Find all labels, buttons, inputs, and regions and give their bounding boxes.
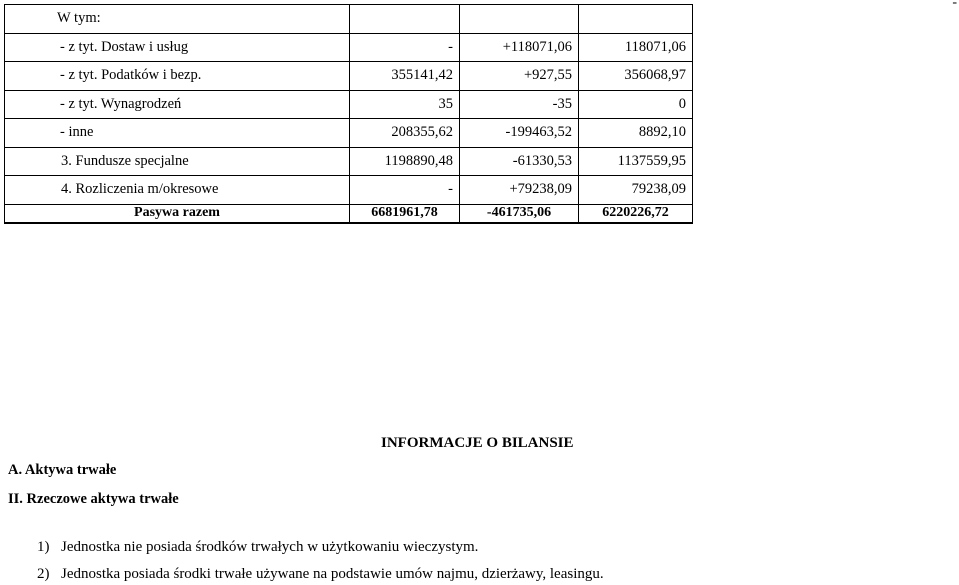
table-row xyxy=(5,147,693,176)
row-label: 3. Fundusze specjalne xyxy=(5,147,350,176)
section-ii-heading: II. Rzeczowe aktywa trwałe xyxy=(8,491,179,507)
cell-value: - xyxy=(350,33,460,62)
total-row xyxy=(5,204,693,223)
cell-result: 356068,97 xyxy=(579,62,693,91)
total-change: -461735,06 xyxy=(460,204,579,223)
table-row xyxy=(5,33,693,62)
note-item xyxy=(37,539,478,556)
table-row xyxy=(5,176,693,205)
note-number: 2) xyxy=(37,566,50,582)
info-heading: INFORMACJE O BILANSIE xyxy=(381,435,574,451)
table-row xyxy=(5,90,693,119)
section-a-heading: A. Aktywa trwałe xyxy=(8,462,117,478)
cell-change: -61330,53 xyxy=(460,147,579,176)
row-label: W tym: xyxy=(5,5,350,34)
cell-value: 35 xyxy=(350,90,460,119)
cell-change: -199463,52 xyxy=(460,119,579,148)
liabilities-table xyxy=(4,4,693,224)
cell-change: +79238,09 xyxy=(460,176,579,205)
note-text: Jednostka posiada środki trwałe używane na podstawie umów najmu, dzierżawy, leasingu. xyxy=(61,566,604,582)
table-row xyxy=(5,5,693,34)
cell-value: 355141,42 xyxy=(350,62,460,91)
cell-value: 208355,62 xyxy=(350,119,460,148)
table-row xyxy=(5,62,693,91)
total-label: Pasywa razem xyxy=(5,204,350,223)
cell-result xyxy=(579,5,693,34)
cell-change xyxy=(460,5,579,34)
total-value: 6681961,78 xyxy=(350,204,460,223)
row-label: - z tyt. Wynagrodzeń xyxy=(5,90,350,119)
table-row xyxy=(5,119,693,148)
note-text: Jednostka nie posiada środków trwałych w użytkowaniu wieczystym. xyxy=(61,539,479,555)
row-label: - inne xyxy=(5,119,350,148)
corner-mark: - xyxy=(952,0,957,10)
row-label: - z tyt. Dostaw i usług xyxy=(5,33,350,62)
total-result: 6220226,72 xyxy=(579,204,693,223)
note-number: 1) xyxy=(37,539,50,555)
row-label: 4. Rozliczenia m/okresowe xyxy=(5,176,350,205)
cell-result: 0 xyxy=(579,90,693,119)
cell-result: 118071,06 xyxy=(579,33,693,62)
cell-change: +927,55 xyxy=(460,62,579,91)
cell-value: 1198890,48 xyxy=(350,147,460,176)
cell-change: +118071,06 xyxy=(460,33,579,62)
note-item xyxy=(37,566,604,583)
cell-result: 79238,09 xyxy=(579,176,693,205)
row-label: - z tyt. Podatków i bezp. xyxy=(5,62,350,91)
cell-result: 8892,10 xyxy=(579,119,693,148)
cell-value xyxy=(350,5,460,34)
cell-result: 1137559,95 xyxy=(579,147,693,176)
cell-change: -35 xyxy=(460,90,579,119)
cell-value: - xyxy=(350,176,460,205)
